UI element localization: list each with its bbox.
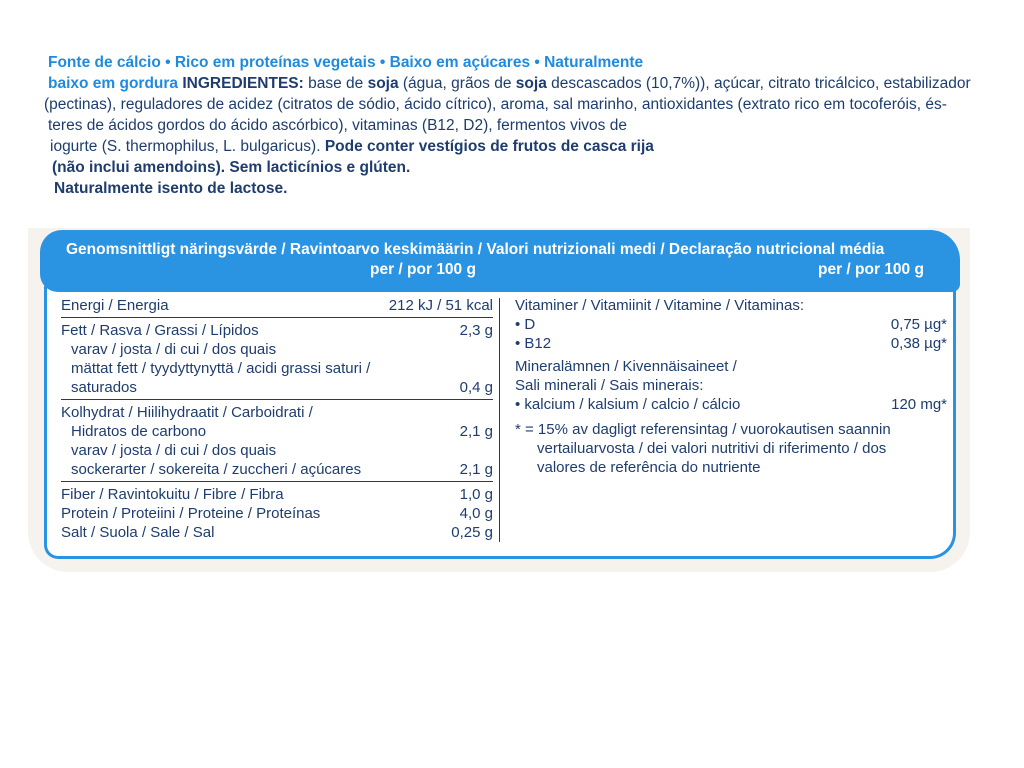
carbohydrate-row: Hidratos de carbono 2,1 g <box>71 423 493 440</box>
ingredients-line-5: iogurte (S. thermophilus, L. bulgaricus). Pode conter vestígios de frutos de casca rija <box>50 138 654 155</box>
saturated-label-row: mättat fett / tyydyttynyttä / acidi grassi saturi / <box>71 360 371 377</box>
ingredients-line-4: teres de ácidos gordos do ácido ascórbico), vitaminas (B12, D2), fermentos vivos de <box>48 117 627 134</box>
fat-of-row: varav / josta / di cui / dos quais <box>71 341 277 358</box>
salt-row: Salt / Suola / Sale / Sal 0,25 g <box>61 524 493 541</box>
energy-row: Energi / Energia 212 kJ / 51 kcal <box>61 297 493 314</box>
ingredients-line-2: baixo em gordura INGREDIENTES: base de soja (água, grãos de soja descascados (10,7%)), açúcar, citrato tricálcico, estabilizador <box>48 75 971 92</box>
carb-of-row: varav / josta / di cui / dos quais <box>71 442 277 459</box>
divider <box>61 317 493 318</box>
reference-note-1: * = 15% av dagligt referensintag / vuorokautisen saannin <box>515 421 891 438</box>
saturated-row: saturados 0,4 g <box>71 379 493 396</box>
ingredients-text <box>44 52 974 199</box>
nutrition-left-column <box>61 296 493 542</box>
divider <box>61 481 493 482</box>
nutrition-header <box>40 230 960 292</box>
lactose-line: Naturalmente isento de lactose. <box>54 180 288 197</box>
nutrition-right-column <box>515 296 947 477</box>
protein-row: Protein / Proteiini / Proteine / Proteínas 4,0 g <box>61 505 493 522</box>
reference-note-2: vertailuarvosta / dei valori nutritivi di riferimento / dos <box>537 440 887 457</box>
ingredients-line-3: (pectinas), reguladores de acidez (citratos de sódio, ácido cítrico), aroma, sal marinho, antioxidantes (extrato rico em tocoferóis, és- <box>44 96 947 113</box>
claims-line-1: Fonte de cálcio • Rico em proteínas vegetais • Baixo em açúcares • Naturalmente <box>48 54 644 71</box>
nutrition-title: Genomsnittligt näringsvärde / Ravintoarvo keskimäärin / Valori nutrizionali medi / Declaração nutricional média <box>66 241 885 258</box>
per-100g-left: per / por 100 g <box>370 261 476 278</box>
minerals-title-2: Sali minerali / Sais minerais: <box>515 377 704 394</box>
divider <box>61 399 493 400</box>
column-divider <box>499 298 500 542</box>
calcium-row: • kalcium / kalsium / calcio / cálcio 120 mg* <box>515 396 947 413</box>
nutrition-panel <box>44 286 956 559</box>
vitamins-title: Vitaminer / Vitamiinit / Vitamine / Vitaminas: <box>515 297 805 314</box>
vitamin-b12-row: • B12 0,38 µg* <box>515 335 947 352</box>
fat-row: Fett / Rasva / Grassi / Lípidos 2,3 g <box>61 322 493 339</box>
minerals-title-1: Mineralämnen / Kivennäisaineet / <box>515 358 737 375</box>
vitamin-d-row: • D 0,75 µg* <box>515 316 947 333</box>
per-100g-right: per / por 100 g <box>818 261 924 278</box>
reference-note-3: valores de referência do nutriente <box>537 459 761 476</box>
sugar-row: sockerarter / sokereita / zuccheri / açúcares 2,1 g <box>71 461 493 478</box>
fiber-row: Fiber / Ravintokuitu / Fibre / Fibra 1,0 g <box>61 486 493 503</box>
carbohydrate-label-row: Kolhydrat / Hiilihydraatit / Carboidrati / <box>61 404 313 421</box>
allergen-line: (não inclui amendoins). Sem lacticínios e glúten. <box>52 159 411 176</box>
